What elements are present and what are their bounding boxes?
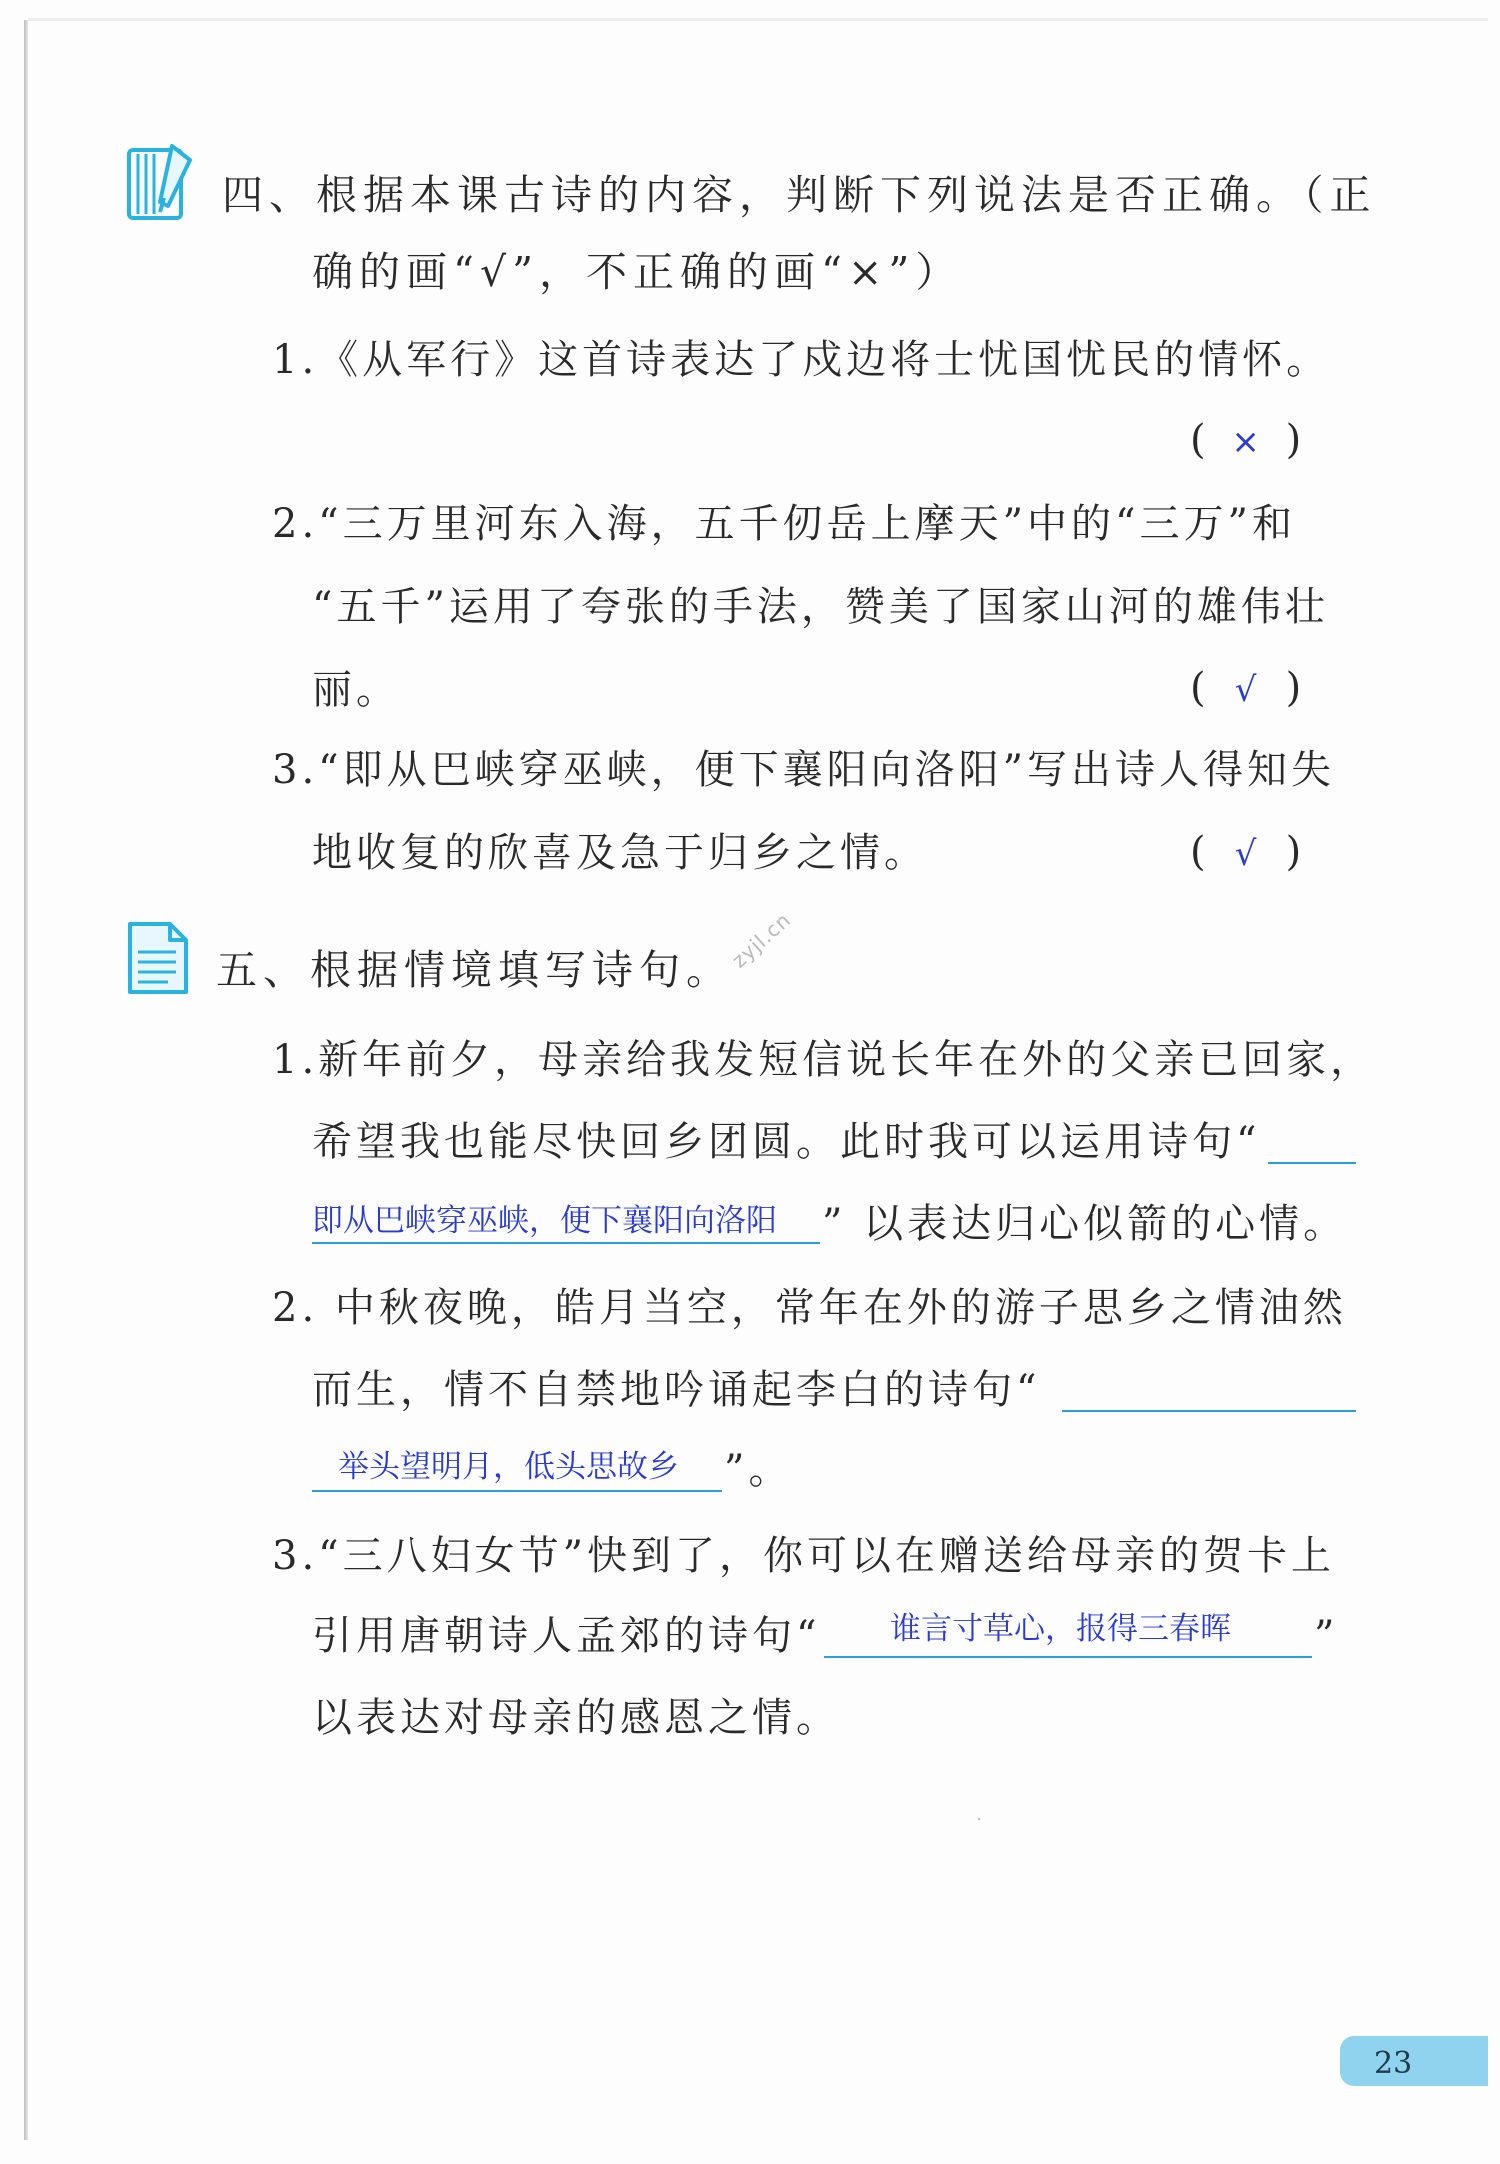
page-binding-edge [24,20,28,2140]
page-top-edge [28,18,1488,21]
answer-mark-2: √ [1234,670,1257,710]
fill-blank-2b [312,1490,722,1492]
paren-open: ( [1190,665,1206,711]
fill-answer-2: 举头望明月，低头思故乡 [338,1449,679,1485]
fill-item-3-line1: 3.“三八妇女节”快到了，你可以在赠送给母亲的贺卡上 [272,1533,1336,1579]
judge-item-2-line2: “五千”运用了夸张的手法，赞美了国家山河的雄伟壮 [312,584,1329,630]
watermark: zyjl.cn [727,907,796,973]
fill-item-1-line1: 1.新年前夕，母亲给我发短信说长年在外的父亲已回家， [272,1037,1375,1083]
fill-item-2-tail: ”。 [724,1447,793,1493]
judge-item-1-answer [1190,417,1302,463]
paren-close: ) [1285,417,1302,463]
paren-close: ) [1285,829,1302,875]
fill-item-1-line2: 希望我也能尽快回乡团圆。此时我可以运用诗句“ [312,1119,1261,1165]
judge-item-2-answer [1190,665,1302,711]
judge-item-3-line1: 3.“即从巴峡穿巫峡，便下襄阳向洛阳”写出诗人得知失 [272,747,1336,793]
page-number-tab [1340,2036,1488,2086]
paren-open: ( [1190,417,1206,463]
section4-heading-line2: 确的画“√”，不正确的画“×”） [312,248,963,296]
fill-blank-2a [1062,1410,1356,1412]
fill-item-3-line3: 以表达对母亲的感恩之情。 [312,1695,840,1741]
page-number: 23 [1374,2046,1413,2081]
judge-item-3-answer [1190,829,1302,875]
answer-mark-3: √ [1234,834,1257,874]
document-list-icon [124,918,192,998]
fill-blank-1a [1268,1162,1356,1164]
judge-item-2-line1: 2.“三万里河东入海，五千仞岳上摩天”中的“三万”和 [272,501,1296,547]
fill-blank-1b [312,1242,820,1244]
fill-item-3-line2-pre: 引用唐朝诗人孟郊的诗句“ [312,1613,821,1659]
fill-answer-1: 即从巴峡穿巫峡，便下襄阳向洛阳 [312,1203,777,1239]
paren-close: ) [1285,665,1302,711]
fill-item-3-line2-post: ” [1314,1613,1339,1659]
fill-blank-3 [824,1656,1312,1658]
judge-item-1-line: 1.《从军行》这首诗表达了戍边将士忧国忧民的情怀。 [272,337,1331,383]
fill-answer-3: 谁言寸草心，报得三春晖 [890,1611,1231,1647]
speck [978,1818,980,1820]
fill-item-1-tail: ” 以表达归心似箭的心情。 [822,1201,1348,1247]
section4-heading-line1: 四、根据本课古诗的内容，判断下列说法是否正确。（正 [222,171,1377,219]
judge-item-3-line2: 地收复的欣喜及急于归乡之情。 [312,830,928,876]
paren-open: ( [1190,829,1206,875]
pencil-ruler-icon [124,140,198,224]
fill-item-2-line1: 2. 中秋夜晚，皓月当空，常年在外的游子思乡之情油然 [272,1285,1347,1331]
answer-mark-1: × [1231,422,1260,462]
section5-heading: 五、根据情境填写诗句。 [216,946,733,994]
judge-item-2-line3: 丽。 [312,667,400,713]
fill-item-2-line2: 而生，情不自禁地吟诵起李白的诗句“ [312,1367,1041,1413]
